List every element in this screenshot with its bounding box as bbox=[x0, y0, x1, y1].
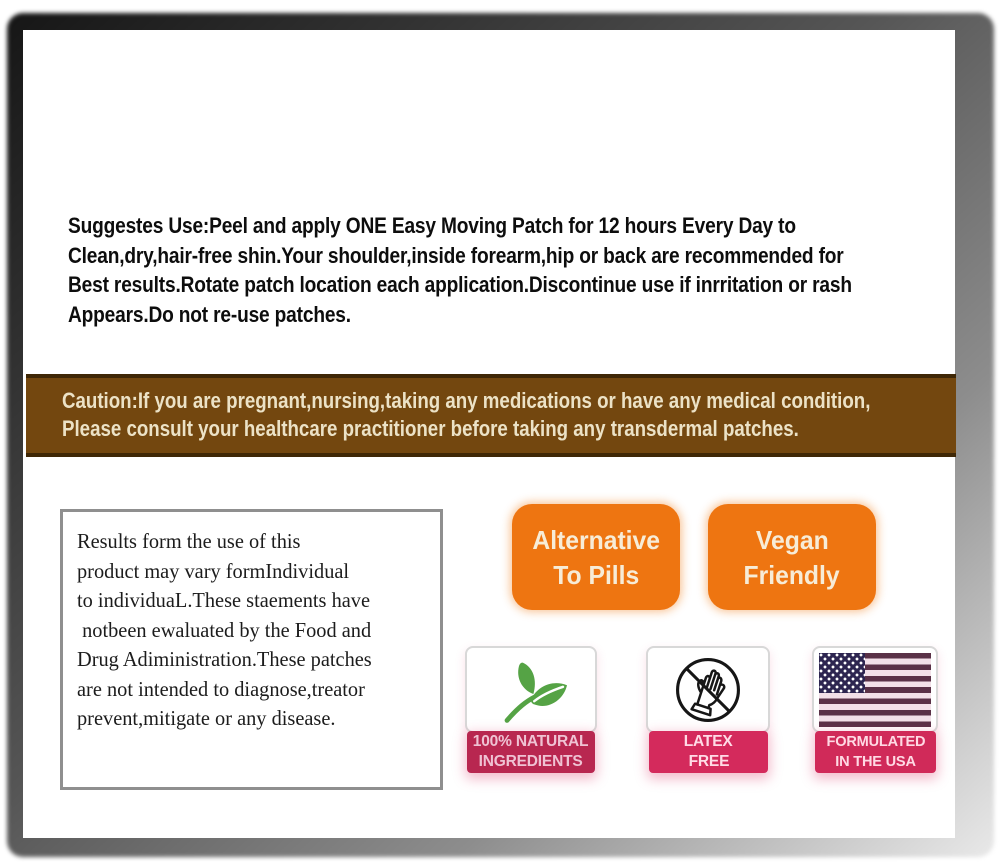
caution-line: Please consult your healthcare practitioner before taking any transdermal patches. bbox=[62, 416, 799, 441]
caution-banner bbox=[26, 374, 956, 457]
badge-label-line: LATEX bbox=[684, 733, 733, 750]
usage-line: Best results.Rotate patch location each application.Discontinue use if inrritation or rash bbox=[68, 272, 852, 297]
no-latex-glove-icon bbox=[669, 651, 747, 729]
usage-line: Clean,dry,hair-free shin.Your shoulder,inside forearm,hip or back are recommended for bbox=[68, 242, 844, 268]
caution-line: Caution:If you are pregnant,nursing,taking any medications or have any medical condition, bbox=[62, 388, 871, 413]
badge-card-latex-free bbox=[646, 646, 770, 733]
fda-disclaimer-box bbox=[60, 509, 443, 790]
badge-label-line: INGREDIENTS bbox=[479, 753, 583, 770]
badge-label-line: FREE bbox=[688, 753, 729, 770]
pill-label-line: Friendly bbox=[743, 559, 841, 590]
disclaimer-line: product may vary formIndividual bbox=[77, 558, 350, 583]
badge-card-made-in-usa bbox=[812, 646, 938, 733]
disclaimer-line: are not intended to diagnose,treator bbox=[77, 676, 365, 701]
badge-banner-made-in-usa bbox=[815, 731, 936, 773]
badge-label-line: FORMULATED bbox=[826, 733, 925, 750]
pill-label-line: Vegan bbox=[755, 524, 829, 555]
pill-badge-alternative-to-pills bbox=[512, 504, 680, 610]
disclaimer-line: to individuaL.These staements have bbox=[77, 588, 371, 612]
badge-card-natural-ingredients bbox=[465, 646, 597, 733]
usage-line: Suggestes Use:Peel and apply ONE Easy Moving Patch for 12 hours Every Day to bbox=[68, 213, 796, 238]
disclaimer-line: notbeen ewaluated by the Food and bbox=[77, 617, 372, 642]
badge-label-line: IN THE USA bbox=[835, 753, 916, 770]
leaf-icon bbox=[491, 650, 571, 730]
usage-line: Appears.Do not re-use patches. bbox=[68, 301, 351, 327]
pill-label-line: Alternative bbox=[532, 524, 660, 555]
usa-flag-canton bbox=[819, 653, 865, 693]
usa-flag-icon bbox=[819, 653, 931, 727]
disclaimer-line: Drug Adiministration.These patches bbox=[77, 647, 372, 671]
pill-badge-vegan-friendly bbox=[708, 504, 876, 610]
disclaimer-line: Results form the use of this bbox=[77, 529, 301, 553]
badge-label-line: 100% NATURAL bbox=[473, 733, 589, 750]
disclaimer-line: prevent,mitigate or any disease. bbox=[77, 706, 336, 730]
badge-banner-natural-ingredients bbox=[467, 731, 595, 773]
suggested-use-paragraph bbox=[68, 211, 968, 329]
pill-label-line: To Pills bbox=[552, 559, 640, 590]
badge-banner-latex-free bbox=[649, 731, 768, 773]
